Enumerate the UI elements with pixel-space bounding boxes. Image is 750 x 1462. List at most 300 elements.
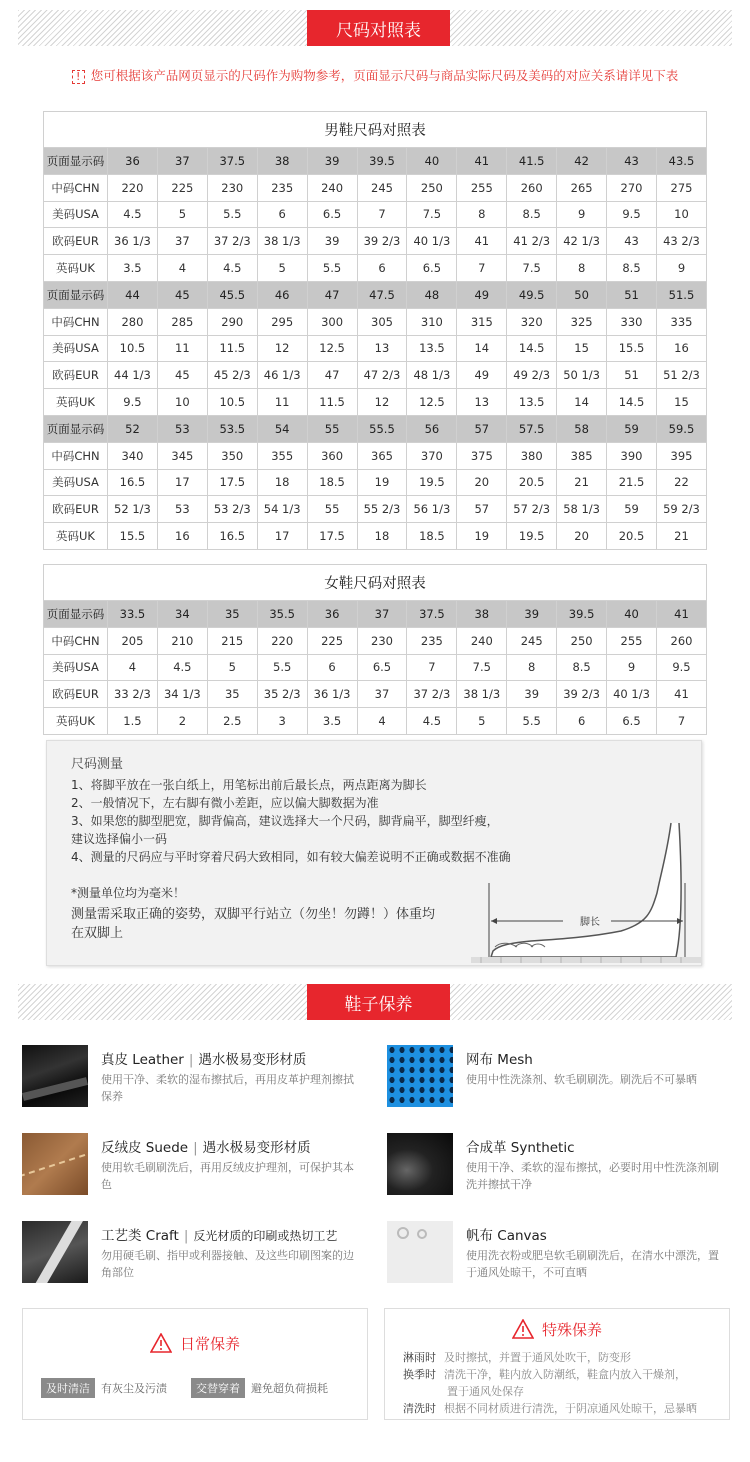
table-cell: 18 xyxy=(257,469,307,496)
row-label: 欧码EUR xyxy=(44,362,108,389)
care-title xyxy=(101,1136,311,1156)
measurement-line: 1、将脚平放在一张白纸上，用笔标出前后最长点，两点距离为脚长 xyxy=(71,778,427,792)
table-cell: 225 xyxy=(307,627,357,654)
care-title-main: 网布 Mesh xyxy=(466,1052,533,1068)
suede-swatch-icon xyxy=(22,1133,88,1195)
table-cell: 7 xyxy=(656,708,706,735)
table-cell: 260 xyxy=(507,174,557,201)
table-cell: 17 xyxy=(157,469,207,496)
size-tip xyxy=(0,66,750,84)
table-cell: 50 1/3 xyxy=(557,362,607,389)
table-cell: 43.5 xyxy=(656,148,706,175)
care-desc: 使用干净、柔软的湿布擦拭，必要时用中性洗涤剂刷洗并擦拭干净 xyxy=(466,1161,719,1191)
table-cell: 40 xyxy=(607,601,657,628)
table-cell: 6 xyxy=(357,255,407,282)
care-title-sep: | xyxy=(193,1140,198,1156)
table-cell: 235 xyxy=(407,627,457,654)
table-cell: 43 xyxy=(607,148,657,175)
table-cell: 19 xyxy=(457,523,507,550)
table-cell: 250 xyxy=(407,174,457,201)
table-cell: 35 2/3 xyxy=(257,681,307,708)
table-cell: 51 xyxy=(607,362,657,389)
table-cell: 5.5 xyxy=(307,255,357,282)
table-cell: 16.5 xyxy=(108,469,158,496)
foot-length-label: 脚长 xyxy=(580,917,600,928)
table-cell: 8.5 xyxy=(507,201,557,228)
care-title-main: 工艺类 Craft xyxy=(101,1228,179,1244)
table-cell: 9.5 xyxy=(607,201,657,228)
table-cell: 49 2/3 xyxy=(507,362,557,389)
table-cell: 9 xyxy=(557,201,607,228)
table-cell: 10 xyxy=(656,201,706,228)
table-cell: 41 xyxy=(457,228,507,255)
special-row-key: 淋雨时 xyxy=(403,1351,436,1364)
row-label: 美码USA xyxy=(44,335,108,362)
table-cell: 315 xyxy=(457,308,507,335)
table-cell: 35.5 xyxy=(257,601,307,628)
daily-text-alternate: 避免超负荷损耗 xyxy=(251,1382,328,1395)
table-row xyxy=(44,201,707,228)
shoe-care-title: 鞋子保养 xyxy=(307,984,450,1020)
table-cell: 210 xyxy=(157,627,207,654)
table-row xyxy=(44,415,707,442)
size-tip-text: 您可根据该产品网页显示的尺码作为购物参考，页面显示尺码与商品实际尺码及美码的对应关系请详见下表 xyxy=(90,68,679,83)
table-cell: 38 xyxy=(457,601,507,628)
table-cell: 3.5 xyxy=(307,708,357,735)
care-item-mesh xyxy=(387,1045,727,1113)
table-cell: 4.5 xyxy=(157,654,207,681)
row-label: 英码UK xyxy=(44,708,108,735)
table-cell: 16 xyxy=(656,335,706,362)
table-cell: 19 xyxy=(357,469,407,496)
measurement-posture-note: 测量需采取正确的姿势，双脚平行站立（勿坐！勿蹲！）体重均 xyxy=(71,907,436,922)
table-cell: 55 2/3 xyxy=(357,496,407,523)
table-cell: 245 xyxy=(507,627,557,654)
table-cell: 390 xyxy=(607,442,657,469)
table-cell: 20.5 xyxy=(607,523,657,550)
table-cell: 340 xyxy=(108,442,158,469)
care-item-canvas xyxy=(387,1221,727,1289)
table-cell: 240 xyxy=(307,174,357,201)
table-row xyxy=(44,654,707,681)
size-chart-title: 尺码对照表 xyxy=(307,10,450,46)
table-cell: 6.5 xyxy=(407,255,457,282)
care-item-leather xyxy=(22,1045,362,1113)
table-cell: 39.5 xyxy=(557,601,607,628)
row-label: 美码USA xyxy=(44,654,108,681)
table-cell: 46 1/3 xyxy=(257,362,307,389)
table-row xyxy=(44,469,707,496)
table-cell: 20.5 xyxy=(507,469,557,496)
table-cell: 49 xyxy=(457,362,507,389)
table-cell: 7 xyxy=(407,654,457,681)
warning-icon xyxy=(150,1333,172,1353)
table-cell: 56 1/3 xyxy=(407,496,457,523)
womens-size-table xyxy=(43,564,707,735)
table-cell: 36 1/3 xyxy=(108,228,158,255)
table-cell: 355 xyxy=(257,442,307,469)
synthetic-swatch-icon xyxy=(387,1133,453,1195)
table-cell: 295 xyxy=(257,308,307,335)
table-cell: 57 xyxy=(457,415,507,442)
table-cell: 18 xyxy=(357,523,407,550)
table-row xyxy=(44,442,707,469)
care-item-suede xyxy=(22,1133,362,1201)
row-label: 中码CHN xyxy=(44,308,108,335)
table-cell: 325 xyxy=(557,308,607,335)
special-row-value: 及时擦拭，并置于通风处吹干，防变形 xyxy=(444,1351,631,1364)
row-label: 美码USA xyxy=(44,201,108,228)
table-cell: 44 xyxy=(108,281,158,308)
care-title xyxy=(466,1136,575,1156)
table-cell: 11 xyxy=(157,335,207,362)
daily-care-items xyxy=(41,1377,328,1398)
table-cell: 50 xyxy=(557,281,607,308)
table-cell: 4 xyxy=(108,654,158,681)
special-row-value: 根据不同材质进行清洗，于阴凉通风处晾干，忌暴晒 xyxy=(444,1402,697,1415)
table-cell: 42 1/3 xyxy=(557,228,607,255)
leather-swatch-icon xyxy=(22,1045,88,1107)
care-desc: 使用软毛刷刷洗后，再用反绒皮护理剂，可保护其本色 xyxy=(101,1161,354,1191)
table-cell: 13 xyxy=(457,389,507,416)
table-cell: 385 xyxy=(557,442,607,469)
table-row xyxy=(44,335,707,362)
table-cell: 220 xyxy=(108,174,158,201)
table-cell: 16.5 xyxy=(207,523,257,550)
table-cell: 38 1/3 xyxy=(457,681,507,708)
table-cell: 39 2/3 xyxy=(357,228,407,255)
table-cell: 44 1/3 xyxy=(108,362,158,389)
table-cell: 375 xyxy=(457,442,507,469)
table-cell: 58 1/3 xyxy=(557,496,607,523)
table-cell: 40 1/3 xyxy=(407,228,457,255)
table-cell: 18.5 xyxy=(307,469,357,496)
table-cell: 40 1/3 xyxy=(607,681,657,708)
craft-swatch-icon xyxy=(22,1221,88,1283)
table-row xyxy=(44,708,707,735)
table-cell: 52 xyxy=(108,415,158,442)
row-label: 欧码EUR xyxy=(44,681,108,708)
table-cell: 20 xyxy=(457,469,507,496)
table-cell: 7.5 xyxy=(457,654,507,681)
special-row-key: 清洗时 xyxy=(403,1402,436,1415)
row-label: 欧码EUR xyxy=(44,228,108,255)
table-cell: 6 xyxy=(307,654,357,681)
table-cell: 5.5 xyxy=(257,654,307,681)
table-cell: 47 xyxy=(307,362,357,389)
row-label: 英码UK xyxy=(44,389,108,416)
table-cell: 235 xyxy=(257,174,307,201)
table-cell: 10.5 xyxy=(207,389,257,416)
mens-size-table xyxy=(43,111,707,550)
table-cell: 45 2/3 xyxy=(207,362,257,389)
table-caption-row xyxy=(44,565,707,601)
table-cell: 5.5 xyxy=(507,708,557,735)
table-cell: 41 2/3 xyxy=(507,228,557,255)
table-cell: 39 2/3 xyxy=(557,681,607,708)
table-cell: 16 xyxy=(157,523,207,550)
table-cell: 6.5 xyxy=(307,201,357,228)
table-cell: 285 xyxy=(157,308,207,335)
daily-tag-alternate: 交替穿着 xyxy=(191,1378,245,1398)
care-title-sep: | xyxy=(183,1228,189,1244)
table-cell: 51.5 xyxy=(656,281,706,308)
table-cell: 10.5 xyxy=(108,335,158,362)
special-care-title: 特殊保养 xyxy=(541,1321,602,1339)
table-cell: 49.5 xyxy=(507,281,557,308)
table-cell: 36 xyxy=(108,148,158,175)
table-cell: 7.5 xyxy=(507,255,557,282)
table-cell: 37 xyxy=(157,148,207,175)
table-cell: 15.5 xyxy=(108,523,158,550)
table-cell: 360 xyxy=(307,442,357,469)
table-cell: 245 xyxy=(357,174,407,201)
table-row xyxy=(44,308,707,335)
table-cell: 6 xyxy=(557,708,607,735)
table-cell: 48 1/3 xyxy=(407,362,457,389)
care-title xyxy=(466,1224,547,1244)
measurement-title: 尺码测量 xyxy=(71,757,124,772)
table-cell: 5 xyxy=(157,201,207,228)
measurement-posture-note-cont: 在双脚上 xyxy=(71,926,124,941)
measurement-unit-note: *测量单位均为毫米！ xyxy=(71,886,186,900)
table-cell: 7.5 xyxy=(407,201,457,228)
table-cell: 13 xyxy=(357,335,407,362)
row-label: 英码UK xyxy=(44,255,108,282)
daily-care-box xyxy=(22,1308,368,1420)
table-cell: 51 xyxy=(607,281,657,308)
table-cell: 9 xyxy=(656,255,706,282)
table-cell: 35 xyxy=(207,681,257,708)
table-cell: 53 xyxy=(157,415,207,442)
table-cell: 13.5 xyxy=(507,389,557,416)
row-label: 页面显示码 xyxy=(44,281,108,308)
table-cell: 9.5 xyxy=(656,654,706,681)
care-item-synthetic xyxy=(387,1133,727,1201)
table-cell: 41 xyxy=(656,681,706,708)
table-cell: 2 xyxy=(157,708,207,735)
table-cell: 14 xyxy=(457,335,507,362)
table-cell: 55 xyxy=(307,496,357,523)
table-cell: 8.5 xyxy=(557,654,607,681)
table-row xyxy=(44,148,707,175)
table-cell: 58 xyxy=(557,415,607,442)
care-title-main: 真皮 Leather xyxy=(101,1052,184,1068)
table-cell: 15 xyxy=(557,335,607,362)
table-cell: 57 xyxy=(457,496,507,523)
table-cell: 4.5 xyxy=(207,255,257,282)
table-cell: 38 xyxy=(257,148,307,175)
table-cell: 350 xyxy=(207,442,257,469)
table-cell: 59 xyxy=(607,415,657,442)
mesh-swatch-icon xyxy=(387,1045,453,1107)
table-row xyxy=(44,255,707,282)
table-row xyxy=(44,496,707,523)
table-cell: 37 xyxy=(357,681,407,708)
table-cell: 8 xyxy=(507,654,557,681)
table-cell: 11.5 xyxy=(207,335,257,362)
table-cell: 5 xyxy=(457,708,507,735)
table-cell: 8 xyxy=(557,255,607,282)
table-caption-row xyxy=(44,112,707,148)
care-title-sub: 遇水极易变形材质 xyxy=(202,1140,311,1156)
measurement-guide xyxy=(46,740,702,966)
table-cell: 12.5 xyxy=(407,389,457,416)
table-cell: 11 xyxy=(257,389,307,416)
table-cell: 34 xyxy=(157,601,207,628)
table-cell: 22 xyxy=(656,469,706,496)
table-cell: 3.5 xyxy=(108,255,158,282)
table-cell: 47.5 xyxy=(357,281,407,308)
table-cell: 12 xyxy=(257,335,307,362)
table-cell: 8.5 xyxy=(607,255,657,282)
table-cell: 42 xyxy=(557,148,607,175)
table-cell: 230 xyxy=(207,174,257,201)
table-cell: 17 xyxy=(257,523,307,550)
table-cell: 57 2/3 xyxy=(507,496,557,523)
table-cell: 335 xyxy=(656,308,706,335)
table-cell: 53.5 xyxy=(207,415,257,442)
care-title-main: 帆布 Canvas xyxy=(466,1228,547,1244)
table-caption: 男鞋尺码对照表 xyxy=(44,112,707,148)
care-title xyxy=(101,1048,306,1068)
table-cell: 39 xyxy=(307,148,357,175)
table-cell: 4.5 xyxy=(108,201,158,228)
table-row xyxy=(44,601,707,628)
table-cell: 365 xyxy=(357,442,407,469)
special-row xyxy=(403,1349,631,1365)
table-cell: 270 xyxy=(607,174,657,201)
table-cell: 33 2/3 xyxy=(108,681,158,708)
special-care-heading xyxy=(385,1319,729,1340)
table-cell: 21 xyxy=(557,469,607,496)
table-cell: 36 1/3 xyxy=(307,681,357,708)
foot-diagram-icon xyxy=(471,813,701,963)
row-label: 欧码EUR xyxy=(44,496,108,523)
table-row xyxy=(44,681,707,708)
table-cell: 39.5 xyxy=(357,148,407,175)
table-cell: 37 2/3 xyxy=(207,228,257,255)
table-cell: 19.5 xyxy=(507,523,557,550)
care-desc: 使用干净、柔软的湿布擦拭后，再用皮革护理剂擦拭保养 xyxy=(101,1073,354,1103)
table-cell: 6 xyxy=(257,201,307,228)
table-cell: 205 xyxy=(108,627,158,654)
table-cell: 45 xyxy=(157,362,207,389)
table-cell: 18.5 xyxy=(407,523,457,550)
table-cell: 5 xyxy=(207,654,257,681)
table-cell: 1.5 xyxy=(108,708,158,735)
table-cell: 54 xyxy=(257,415,307,442)
table-row xyxy=(44,362,707,389)
table-cell: 13.5 xyxy=(407,335,457,362)
table-cell: 15.5 xyxy=(607,335,657,362)
table-cell: 20 xyxy=(557,523,607,550)
table-cell: 255 xyxy=(607,627,657,654)
table-cell: 8 xyxy=(457,201,507,228)
table-cell: 290 xyxy=(207,308,257,335)
daily-tag-clean: 及时清洁 xyxy=(41,1378,95,1398)
row-label: 中码CHN xyxy=(44,627,108,654)
table-cell: 230 xyxy=(357,627,407,654)
table-cell: 380 xyxy=(507,442,557,469)
table-cell: 46 xyxy=(257,281,307,308)
special-row xyxy=(403,1400,697,1416)
table-cell: 250 xyxy=(557,627,607,654)
table-row xyxy=(44,627,707,654)
table-cell: 37.5 xyxy=(407,601,457,628)
table-cell: 53 2/3 xyxy=(207,496,257,523)
table-cell: 39 xyxy=(507,601,557,628)
canvas-swatch-icon xyxy=(387,1221,453,1283)
special-row-value: 清洗干净，鞋内放入防潮纸，鞋盒内放入干燥剂， xyxy=(444,1368,686,1381)
table-row xyxy=(44,228,707,255)
table-cell: 55.5 xyxy=(357,415,407,442)
table-cell: 55 xyxy=(307,415,357,442)
table-cell: 330 xyxy=(607,308,657,335)
table-cell: 5.5 xyxy=(207,201,257,228)
warning-icon: ! xyxy=(72,70,85,84)
warning-icon xyxy=(512,1319,534,1339)
table-cell: 45.5 xyxy=(207,281,257,308)
table-cell: 19.5 xyxy=(407,469,457,496)
table-cell: 14.5 xyxy=(607,389,657,416)
table-cell: 9.5 xyxy=(108,389,158,416)
table-cell: 2.5 xyxy=(207,708,257,735)
table-cell: 10 xyxy=(157,389,207,416)
table-cell: 45 xyxy=(157,281,207,308)
table-row xyxy=(44,281,707,308)
table-cell: 320 xyxy=(507,308,557,335)
table-cell: 39 xyxy=(507,681,557,708)
table-cell: 9 xyxy=(607,654,657,681)
table-cell: 305 xyxy=(357,308,407,335)
table-caption: 女鞋尺码对照表 xyxy=(44,565,707,601)
care-title-sub: 反光材质的印刷或热切工艺 xyxy=(193,1229,338,1243)
table-cell: 59 xyxy=(607,496,657,523)
table-cell: 21 xyxy=(656,523,706,550)
table-cell: 3 xyxy=(257,708,307,735)
table-cell: 395 xyxy=(656,442,706,469)
table-cell: 37.5 xyxy=(207,148,257,175)
special-row xyxy=(447,1383,524,1399)
table-cell: 39 xyxy=(307,228,357,255)
table-cell: 49 xyxy=(457,281,507,308)
care-title-sep: | xyxy=(188,1052,194,1068)
table-cell: 56 xyxy=(407,415,457,442)
table-cell: 12 xyxy=(357,389,407,416)
table-cell: 300 xyxy=(307,308,357,335)
table-cell: 215 xyxy=(207,627,257,654)
table-cell: 260 xyxy=(656,627,706,654)
table-cell: 40 xyxy=(407,148,457,175)
care-title-main: 合成革 Synthetic xyxy=(466,1140,575,1156)
table-cell: 37 xyxy=(357,601,407,628)
table-cell: 43 2/3 xyxy=(656,228,706,255)
table-cell: 37 xyxy=(157,228,207,255)
table-cell: 14 xyxy=(557,389,607,416)
table-cell: 265 xyxy=(557,174,607,201)
table-cell: 21.5 xyxy=(607,469,657,496)
table-cell: 14.5 xyxy=(507,335,557,362)
care-desc: 勿用硬毛刷、指甲或利器接触、及这些印刷图案的边角部位 xyxy=(101,1249,354,1279)
table-cell: 41 xyxy=(457,148,507,175)
table-cell: 53 xyxy=(157,496,207,523)
table-cell: 220 xyxy=(257,627,307,654)
table-cell: 225 xyxy=(157,174,207,201)
daily-text-clean: 有灰尘及污渍 xyxy=(101,1382,167,1395)
table-cell: 37 2/3 xyxy=(407,681,457,708)
row-label: 页面显示码 xyxy=(44,148,108,175)
